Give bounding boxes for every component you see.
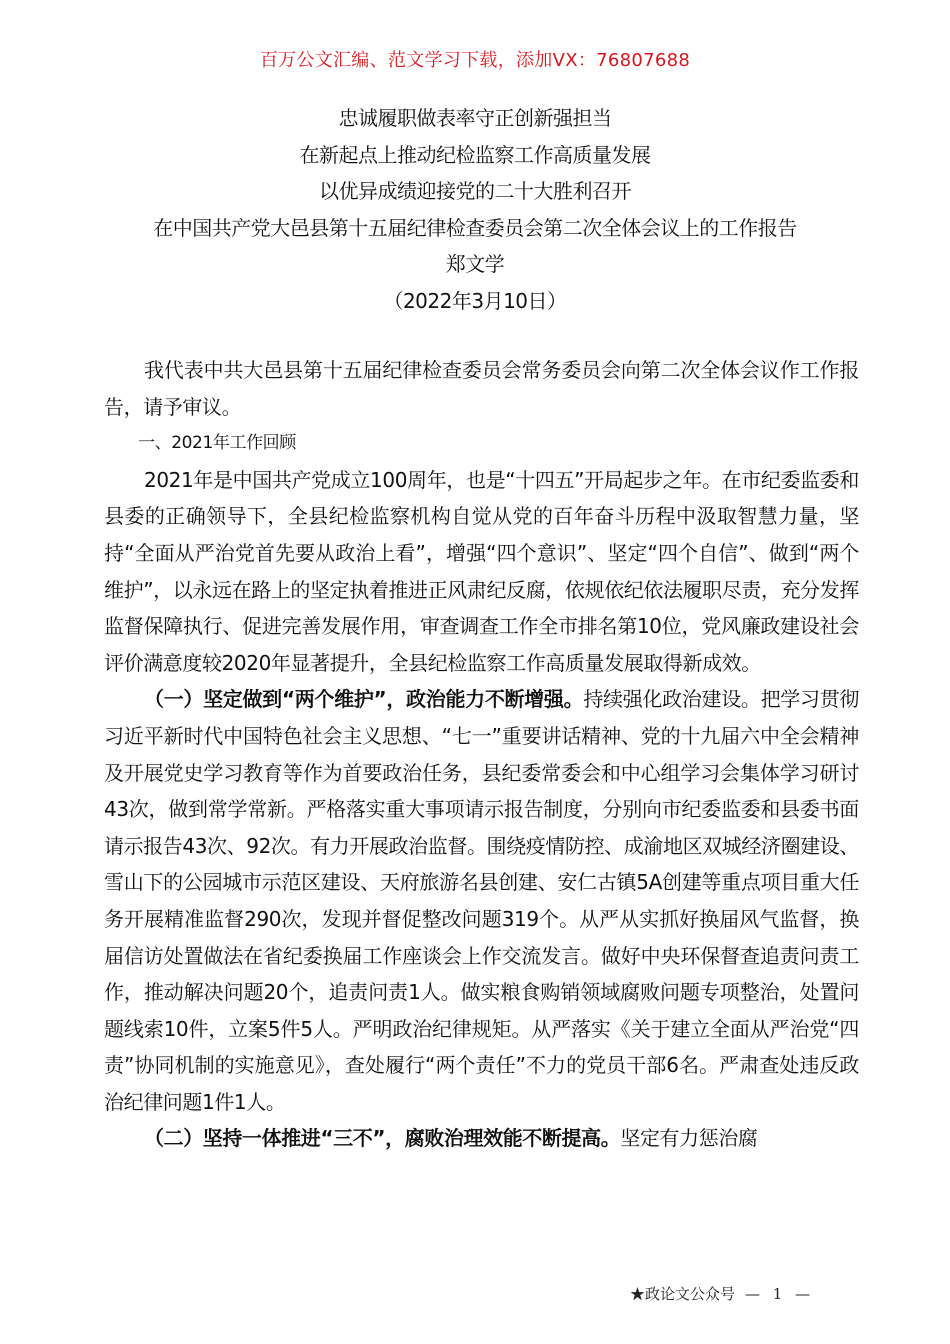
- subsection-2-text: 坚定有力惩治腐: [620, 1126, 758, 1151]
- title-line-1: 忠诚履职做表率守正创新强担当: [338, 106, 612, 130]
- title-line-3: 以优异成绩迎接党的二十大胜利召开: [319, 179, 631, 203]
- subsection-2: [104, 1120, 859, 1157]
- section-heading-1: 一、2021年工作回顾: [138, 433, 296, 454]
- document-title-block: [0, 100, 950, 319]
- intro-paragraph: 我代表中共大邑县第十五届纪律检查委员会常务委员会向第二次全体会议作工作报告，请予审议。: [104, 358, 859, 419]
- title-line-2: 在新起点上推动纪检监察工作高质量发展: [299, 142, 651, 167]
- footer-source: ★政论文公众号: [630, 1285, 736, 1303]
- subsection-2-heading: （二）坚持一体推进“三不”，腐败治理效能不断提高。: [144, 1126, 621, 1151]
- subsection-1-text: 持续强化政治建设。把学习贯彻习近平新时代中国特色社会主义思想、“七一”重要讲话精神、党的十九届六中全会精神及开展党史学习教育等作为首要政治任务，县纪委常委会和中心组学习会集体学习研讨43次，做到常学常新。严格落实重大事项请示报告制度，分别向市纪委监委和县委书面请示报告43次、92次。有力开展政治监督。围绕疫情防控、成渝地区双城经济圈建设、雪山下的公园城市示范区建设、天府旅游名县创建、安仁古镇5A创建等重点项目重大任务开展精准监督290次，发现并督促整改问题319个。从严从实抓好换届风气监督，换届信访处置做法在省纪委换届工作座谈会上作交流发言。做好中央环保督查追责问责工作，推动解决问题20个，追责问责1人。做实粮食购销领域腐败问题专项整治，处置问题线索10件，立案5件5人。严明政治纪律规矩。从严落实《关于建立全面从严治党“四责”协同机制的实施意见》，查处履行“两个责任”不力的党员干部6名。严肃查处违反政治纪律问题1件1人。: [104, 687, 859, 1114]
- document-body: [104, 352, 859, 1157]
- paragraph-review: 2021年是中国共产党成立100周年，也是“十四五”开局起步之年。在市纪委监委和县委的正确领导下，全县纪检监察机构自觉从党的百年奋斗历程中汲取智慧力量，坚持“全面从严治党首先要从政治上看”，增强“四个意识”、坚定“四个自信”、做到“两个维护”，以永远在路上的坚定执着推进正风肃纪反腐，依规依纪依法履职尽责，充分发挥监督保障执行、促进完善发展作用，审查调查工作全市排名第10位，党风廉政建设社会评价满意度较2020年显著提升，全县纪检监察工作高质量发展取得新成效。: [104, 467, 859, 675]
- page-number: — 1 —: [745, 1285, 815, 1303]
- subsection-1-heading: （一）坚定做到“两个维护”，政治能力不断增强。: [144, 687, 584, 712]
- page-footer: [630, 1283, 814, 1304]
- subsection-1: [104, 681, 859, 1120]
- author-name: 郑文学: [445, 252, 505, 276]
- report-title: 在中国共产党大邑县第十五届纪律检查委员会第二次全体会议上的工作报告: [153, 215, 797, 240]
- report-date: （2022年3月10日）: [383, 288, 567, 313]
- watermark-banner: 百万公文汇编、范文学习下载，添加VX：76807688: [259, 50, 691, 71]
